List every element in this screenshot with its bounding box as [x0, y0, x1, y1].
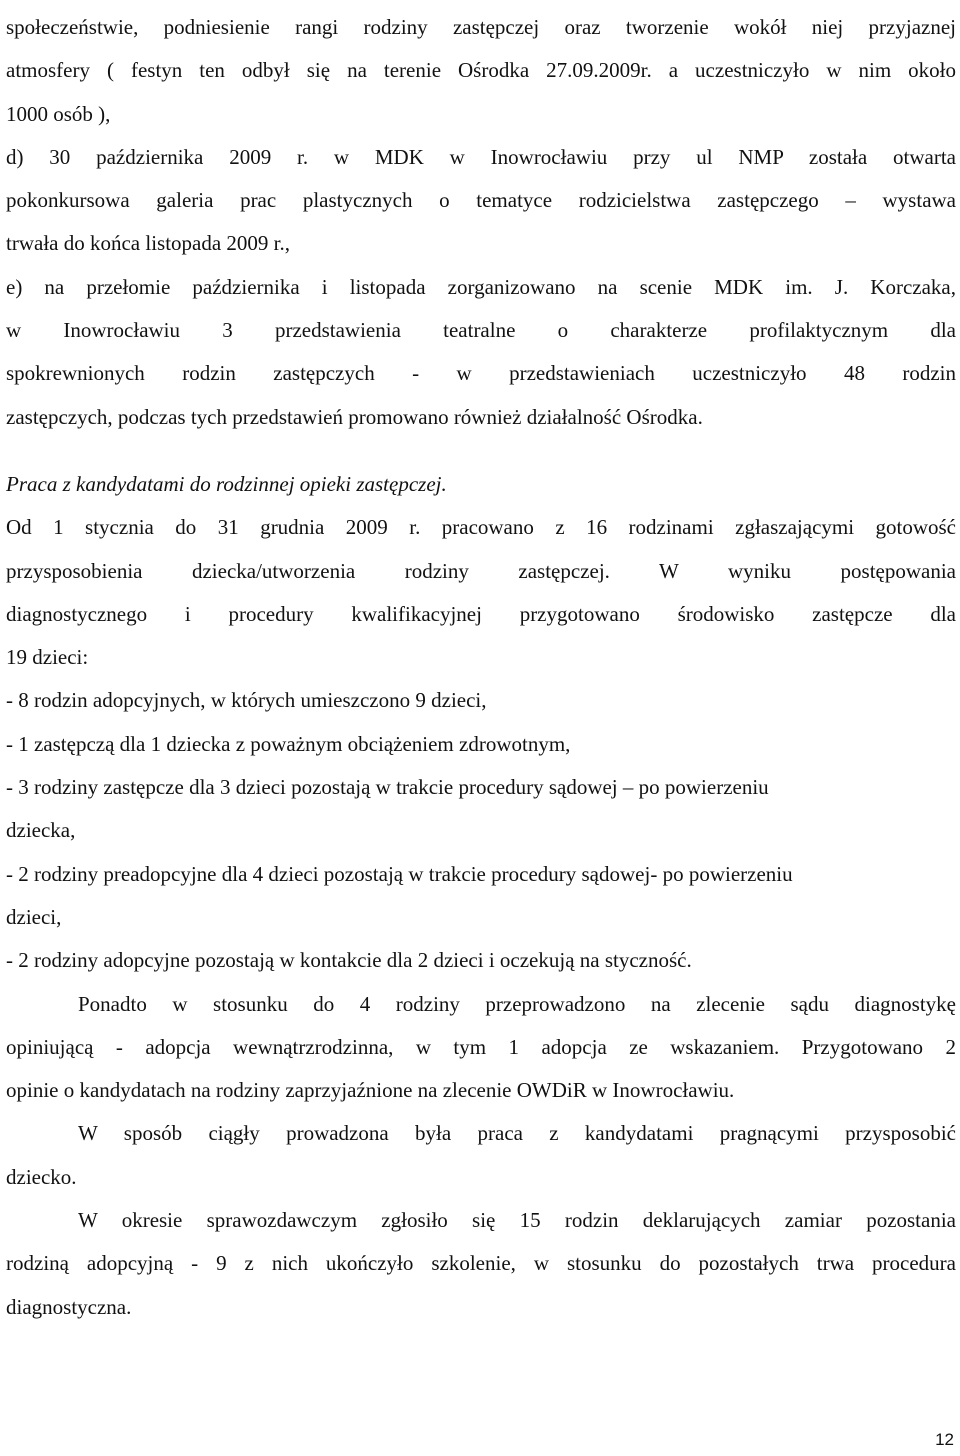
text-line: Od 1 stycznia do 31 grudnia 2009 r. pracowano z 16 rodzinami zgłaszającymi gotowość — [6, 515, 956, 540]
text-line: 1000 osób ), — [6, 101, 111, 126]
text-line: e) na przełomie października i listopada zorganizowano na scenie MDK im. J. Korczaka, — [6, 274, 956, 299]
text-line: W okresie sprawozdawczym zgłosiło się 15 rodzin deklarujących zamiar pozostania — [78, 1208, 956, 1233]
text-line: 19 dzieci: — [6, 645, 89, 670]
text-line: W sposób ciągły prowadzona była praca z kandydatami pragnącymi przysposobić — [78, 1121, 956, 1146]
list-item: - 1 zastępczą dla 1 dziecka z poważnym obciążeniem zdrowotnym, — [6, 731, 571, 756]
text-line: opinie o kandydatach na rodziny zaprzyjaźnione na zlecenie OWDiR w Inowrocławiu. — [6, 1078, 735, 1103]
document-body — [6, 6, 956, 1329]
text-line: dziecka, — [6, 818, 76, 843]
text-line: opiniującą - adopcja wewnątrzrodzinna, w tym 1 adopcja ze wskazaniem. Przygotowano 2 — [6, 1034, 956, 1059]
text-line: diagnostycznego i procedury kwalifikacyjnej przygotowano środowisko zastępcze dla — [6, 601, 956, 626]
section-heading: Praca z kandydatami do rodzinnej opieki zastępczej. — [6, 471, 447, 496]
text-line: przysposobienia dziecka/utworzenia rodziny zastępczej. W wyniku postępowania — [6, 558, 956, 583]
list-item: - 3 rodziny zastępcze dla 3 dzieci pozostają w trakcie procedury sądowej – po powierzeniu — [6, 775, 769, 800]
text-line: atmosfery ( festyn ten odbył się na terenie Ośrodka 27.09.2009r. a uczestniczyło w nim około — [6, 58, 956, 83]
text-line: dziecko. — [6, 1164, 77, 1189]
list-item: - 8 rodzin adopcyjnych, w których umieszczono 9 dzieci, — [6, 688, 487, 713]
list-item: - 2 rodziny adopcyjne pozostają w kontakcie dla 2 dzieci i oczekują na styczność. — [6, 948, 692, 973]
text-line: pokonkursowa galeria prac plastycznych o tematyce rodzicielstwa zastępczego – wystawa — [6, 188, 956, 213]
text-line: diagnostyczna. — [6, 1294, 132, 1319]
list-item: - 2 rodziny preadopcyjne dla 4 dzieci pozostają w trakcie procedury sądowej- po powierzeniu — [6, 861, 793, 886]
text-line: spokrewnionych rodzin zastępczych - w przedstawieniach uczestniczyło 48 rodzin — [6, 361, 956, 386]
page-number: 12 — [935, 1430, 954, 1449]
text-line: społeczeństwie, podniesienie rangi rodziny zastępczej oraz tworzenie wokół niej przyjaznej — [6, 15, 956, 39]
text-line: d) 30 października 2009 r. w MDK w Inowrocławiu przy ul NMP została otwarta — [6, 144, 956, 169]
text-line: dzieci, — [6, 904, 62, 929]
text-line: zastępczych, podczas tych przedstawień promowano również działalność Ośrodka. — [6, 404, 703, 429]
text-line: Ponadto w stosunku do 4 rodziny przeprowadzono na zlecenie sądu diagnostykę — [78, 991, 956, 1016]
text-line: w Inowrocławiu 3 przedstawienia teatralne o charakterze profilaktycznym dla — [6, 318, 956, 343]
text-line: trwała do końca listopada 2009 r., — [6, 231, 291, 256]
text-line: rodziną adopcyjną - 9 z nich ukończyło szkolenie, w stosunku do pozostałych trwa procedura — [6, 1251, 956, 1276]
